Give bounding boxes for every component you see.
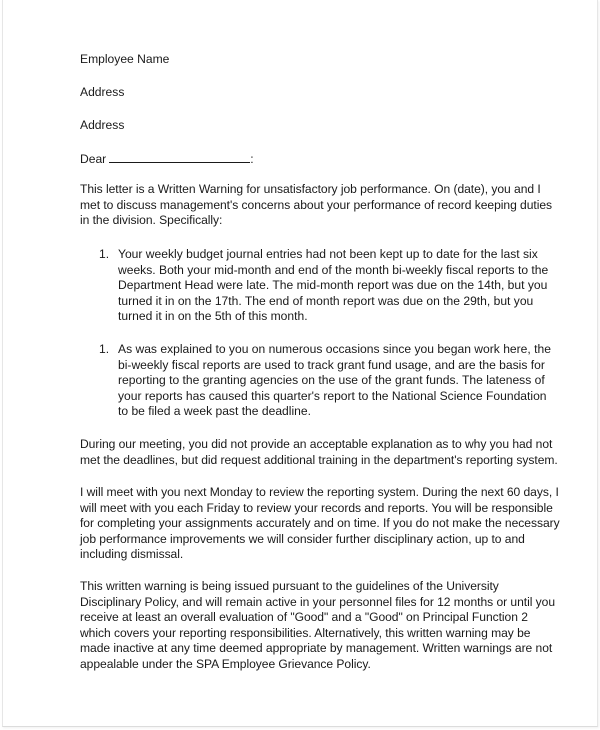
list-item [99, 342, 559, 420]
plan-paragraph: I will meet with you next Monday to review the reporting system. During the next 60 days, I will meet with you each Friday to review your records and reports. You will be responsible for completing your assignments accurately and on time. If you do not make the necessary job performance improvements we will consider further disciplinary action, up to and including dismissal. [80, 485, 560, 561]
salutation [80, 151, 254, 168]
list-number: 1. [99, 342, 110, 356]
address-line-1: Address [80, 85, 125, 99]
recipient-blank-line [109, 151, 250, 163]
list-item-text: As was explained to you on numerous occasions since you began work here, the bi-weekly fiscal reports are used to track grant fund usage, and are the basis for reporting to the granting agencies on the use of the grant funds. The lateness of your reports has caused this quarter's report to the National Science Foundation to be filed a week past the deadline. [118, 342, 551, 418]
document-page [2, 0, 598, 727]
list-item [99, 247, 559, 325]
meeting-paragraph: During our meeting, you did not provide an acceptable explanation as to why you had not met the deadlines, but did request additional training in the department's reporting system. [80, 437, 558, 467]
salutation-suffix: : [250, 152, 254, 166]
list-number: 1. [99, 247, 110, 261]
address-line-2: Address [80, 118, 125, 132]
policy-paragraph: This written warning is being issued pursuant to the guidelines of the University Disciplinary Policy, and will remain active in your personnel files for 12 months or until you receive at least an overall evaluation of "Good" and a "Good" on Principal Function 2 which covers your reporting responsibilities. Alternatively, this written warning may be made inactive at any time deemed appropriate by management. Written warnings are not appealable under the SPA Employee Grievance Policy. [80, 579, 556, 671]
employee-name: Employee Name [80, 52, 170, 66]
intro-paragraph: This letter is a Written Warning for unsatisfactory job performance. On (date), you and I met to discuss management's concerns about your performance of record keeping duties in the division. Specifically: [80, 182, 553, 227]
salutation-prefix: Dear [80, 152, 107, 166]
list-item-text: Your weekly budget journal entries had not been kept up to date for the last six weeks. Both your mid-month and end of the month bi-weekly fiscal reports to the Department Head were late. The mid-month report was due on the 14th, but you turned it in on the 17th. The end of month report was due on the 29th, but you turned it in on the 5th of this month. [118, 247, 549, 323]
